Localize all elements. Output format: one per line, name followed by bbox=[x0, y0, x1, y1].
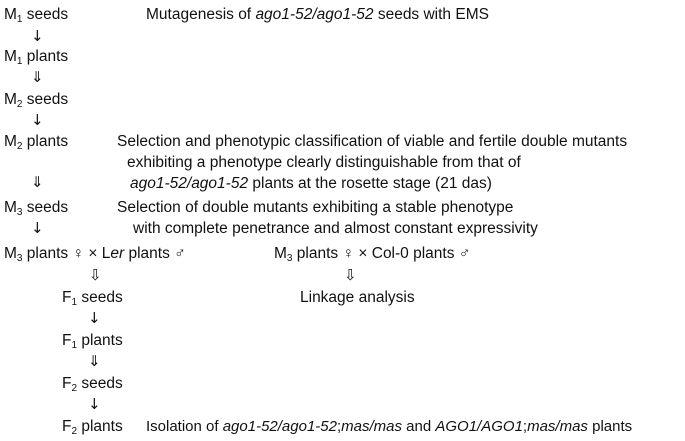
m1-plants-label: $M_1$ plants bbox=[4, 48, 69, 67]
arrow-down-single: ↓ bbox=[88, 395, 101, 413]
f1-seeds-label: $F_1$ seeds bbox=[62, 289, 123, 308]
linkage-analysis: Linkage analysis bbox=[300, 289, 415, 306]
f2-seeds-label: $F_2$ seeds bbox=[62, 375, 123, 394]
mutagenesis-note: Mutagenesis of ago1-52/ago1-52 seeds with EMS bbox=[146, 6, 489, 23]
m2-plants-label: $M_2$ plants bbox=[4, 133, 69, 152]
m1-seeds-label: $M_1$ seeds bbox=[4, 6, 69, 25]
arrow-down-double: ⇓ bbox=[31, 68, 44, 86]
stable-note-line1: Selection of double mutants exhibiting a stable phenotype bbox=[117, 199, 514, 216]
arrow-down-double: ⇓ bbox=[31, 173, 44, 191]
arrow-down-hollow: ⇩ bbox=[89, 266, 102, 284]
cross-col0-label: $M_3$ plants ♀ × Col-0 plants ♂ bbox=[274, 245, 471, 264]
stable-note-line2: with complete penetrance and almost constant expressivity bbox=[133, 220, 538, 237]
arrow-down-hollow: ⇩ bbox=[344, 266, 357, 284]
selection-note-line1: Selection and phenotypic classification of viable and fertile double mutants bbox=[117, 133, 628, 150]
m3-seeds-label: $M_3$ seeds bbox=[4, 199, 69, 218]
arrow-down-single: ↓ bbox=[88, 309, 101, 327]
isolation-note: Isolation of ago1-52/ago1-52;mas/mas and AGO1/AGO1;mas/mas plants bbox=[146, 418, 633, 435]
cross-ler-label: $M_3$ plants ♀ × Ler plants ♂ bbox=[4, 245, 186, 264]
f2-plants-label: $F_2$ plants bbox=[62, 418, 123, 437]
arrow-down-single: ↓ bbox=[31, 111, 44, 129]
selection-note-line2: exhibiting a phenotype clearly distinguishable from that of bbox=[127, 154, 521, 171]
arrow-down-single: ↓ bbox=[31, 27, 44, 45]
m2-seeds-label: $M_2$ seeds bbox=[4, 91, 69, 110]
selection-note-line3: ago1-52/ago1-52 plants at the rosette stage (21 das) bbox=[130, 175, 492, 192]
arrow-down-double: ⇓ bbox=[88, 352, 101, 370]
f1-plants-label: $F_1$ plants bbox=[62, 332, 123, 351]
arrow-down-single: ↓ bbox=[31, 219, 44, 237]
